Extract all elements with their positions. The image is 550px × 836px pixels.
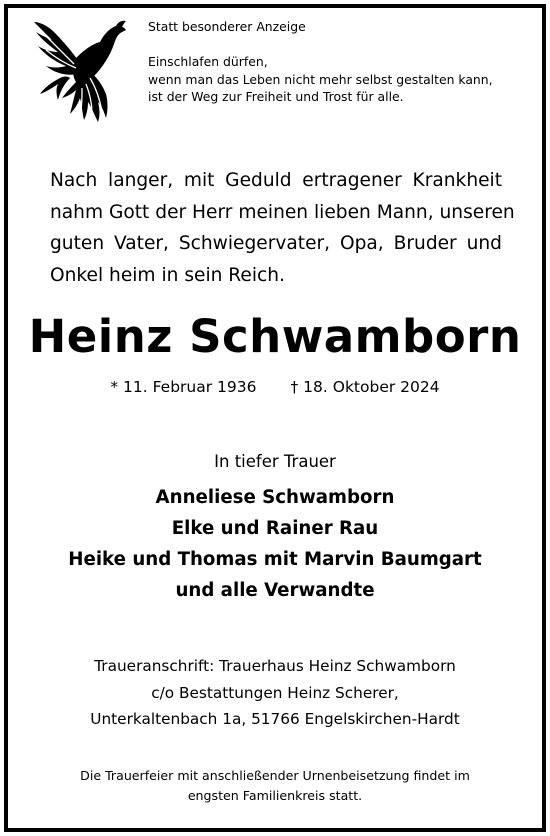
address-line: Traueranschrift: Trauerhaus Heinz Schwamborn (94, 657, 456, 675)
death-date: † 18. Oktober 2024 (290, 378, 440, 396)
ceremony-note (40, 766, 510, 805)
mourner-line: Anneliese Schwamborn (155, 487, 395, 508)
note-line: engsten Familienkreis statt. (187, 787, 363, 803)
address-line: c/o Bestattungen Heinz Scherer, (151, 683, 399, 702)
note-line: Die Trauerfeier mit anschließender Urnenbeisetzung findet im (80, 768, 470, 783)
motto-title: Statt besonderer Anzeige (148, 19, 306, 34)
intro-line: guten Vater, Schwiegervater, Opa, Bruder und (50, 233, 502, 255)
birth-date: * 11. Februar 1936 (110, 378, 257, 396)
motto-block (148, 18, 538, 106)
intro-line: Nach langer, mit Geduld ertragener Krankheit (50, 170, 502, 191)
motto-line: wenn man das Leben nicht mehr selbst gestalten kann, (148, 71, 493, 87)
motto-spacer (148, 36, 538, 54)
mourner-line: Heike und Thomas mit Marvin Baumgart (68, 549, 482, 570)
mourner-line: Elke und Rainer Rau (171, 518, 379, 539)
life-dates (0, 378, 550, 396)
intro-line: nahm Gott der Herr meinen lieben Mann, unseren (50, 201, 515, 223)
intro-line: Onkel heim in sein Reich. (50, 264, 285, 286)
deceased-name: Heinz Schwamborn (28, 310, 522, 363)
intro-paragraph (50, 165, 515, 291)
mourning-label: In tiefer Trauer (214, 452, 336, 471)
motto-line: ist der Weg zur Freiheit und Trost für alle. (148, 89, 404, 104)
motto-line: Einschlafen dürfen, (148, 54, 268, 69)
address-line: Unterkaltenbach 1a, 51766 Engelskirchen-Hardt (90, 710, 460, 728)
mourners-list (0, 482, 550, 606)
mourning-address (0, 653, 550, 733)
mourner-line: und alle Verwandte (175, 580, 375, 601)
dove-icon (30, 14, 136, 124)
